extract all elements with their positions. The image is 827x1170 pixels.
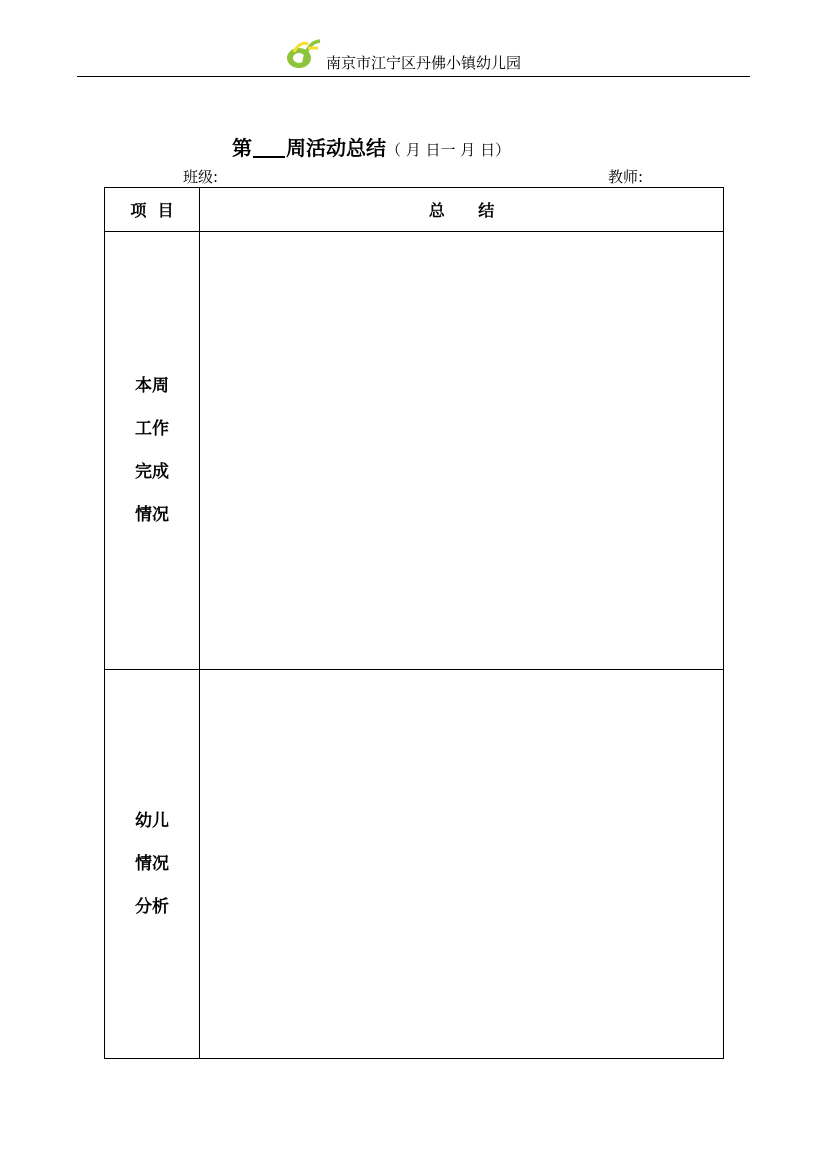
table-header-row (105, 188, 724, 232)
row-label-child-analysis (105, 670, 200, 1059)
title-suffix: 周活动总结 (286, 136, 386, 160)
label-line: 本周 (135, 375, 169, 396)
child-analysis-summary-cell[interactable] (200, 670, 724, 1059)
class-label: 班级: (183, 168, 219, 186)
label-line: 情况 (135, 504, 169, 525)
table-row (105, 232, 724, 670)
title-prefix: 第 (232, 136, 252, 160)
header-summary-cell: 总 结 (200, 188, 724, 232)
label-line: 情况 (135, 853, 169, 874)
label-line: 分析 (135, 896, 169, 917)
label-line: 幼儿 (135, 810, 169, 831)
label-line: 工作 (135, 418, 169, 439)
page-title (232, 132, 510, 160)
table-row (105, 670, 724, 1059)
work-completion-summary-cell[interactable] (200, 232, 724, 670)
page-header (0, 38, 827, 78)
teacher-label: 教师: (608, 168, 644, 186)
header-divider (77, 76, 750, 77)
row-label-work-completion (105, 232, 200, 670)
summary-table (104, 187, 724, 1059)
date-range: （ 月 日一 月 日） (386, 141, 511, 159)
week-number-blank[interactable] (253, 134, 285, 158)
label-line: 完成 (135, 461, 169, 482)
header-item-cell: 项 目 (105, 188, 200, 232)
kindergarten-logo (284, 38, 324, 70)
school-name: 南京市江宁区丹佛小镇幼儿园 (326, 54, 522, 72)
